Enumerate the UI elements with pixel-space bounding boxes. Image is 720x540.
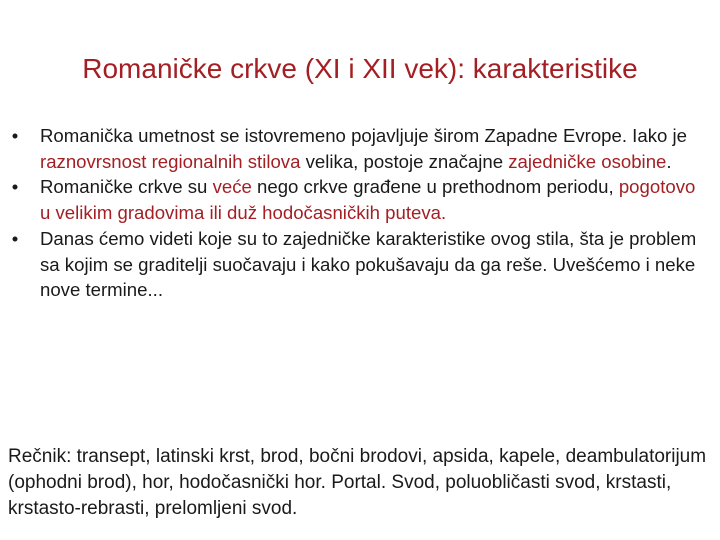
bullet-dot-icon: • [11, 176, 19, 198]
bullet-segment: . [666, 150, 672, 172]
bullet-segment: Romaničke crkve su [40, 176, 213, 198]
highlighted-text: pogotovo u velikim gradovima ili duž hodočasničkih puteva. [40, 176, 696, 224]
bullet-list [11, 123, 706, 303]
bullet-segment: Romanička umetnost se istovremeno pojavljuje širom Zapadne Evrope. Iako je [40, 125, 687, 146]
bullet-dot-icon: • [11, 227, 19, 249]
bullet-text [40, 228, 696, 300]
slide-title: Romaničke crkve (XI i XII vek): karakteristike [82, 53, 638, 84]
bullet-segment: Danas ćemo videti koje su to zajedničke karakteristike ovog stila, šta je problem sa kojim se graditelji suočavaju i kako pokušavaju da ga reše. Uvešćemo i neke nove termine... [40, 227, 697, 301]
bullet-item [11, 226, 706, 303]
highlighted-text: zajedničke osobine [508, 150, 667, 172]
bullet-dot-icon: • [11, 125, 19, 146]
bullet-text [40, 176, 695, 223]
bullet-segment: velika, postoje značajne [300, 150, 509, 172]
bullet-text [40, 125, 687, 172]
bullet-item [11, 123, 706, 174]
bullet-item [11, 174, 706, 225]
highlighted-text: raznovrsnost regionalnih stilova [40, 150, 301, 172]
glossary-text: Rečnik: transept, latinski krst, brod, bočni brodovi, apsida, kapele, deambulatorijum (ophodni brod), hor, hodočasnički hor. Portal. Svod, poluobličasti svod, krstasti, krstasto-rebrasti, prelomljeni svod. [8, 446, 707, 519]
bullet-segment: nego crkve građene u prethodnom periodu, [251, 176, 619, 198]
highlighted-text: veće [212, 176, 252, 198]
